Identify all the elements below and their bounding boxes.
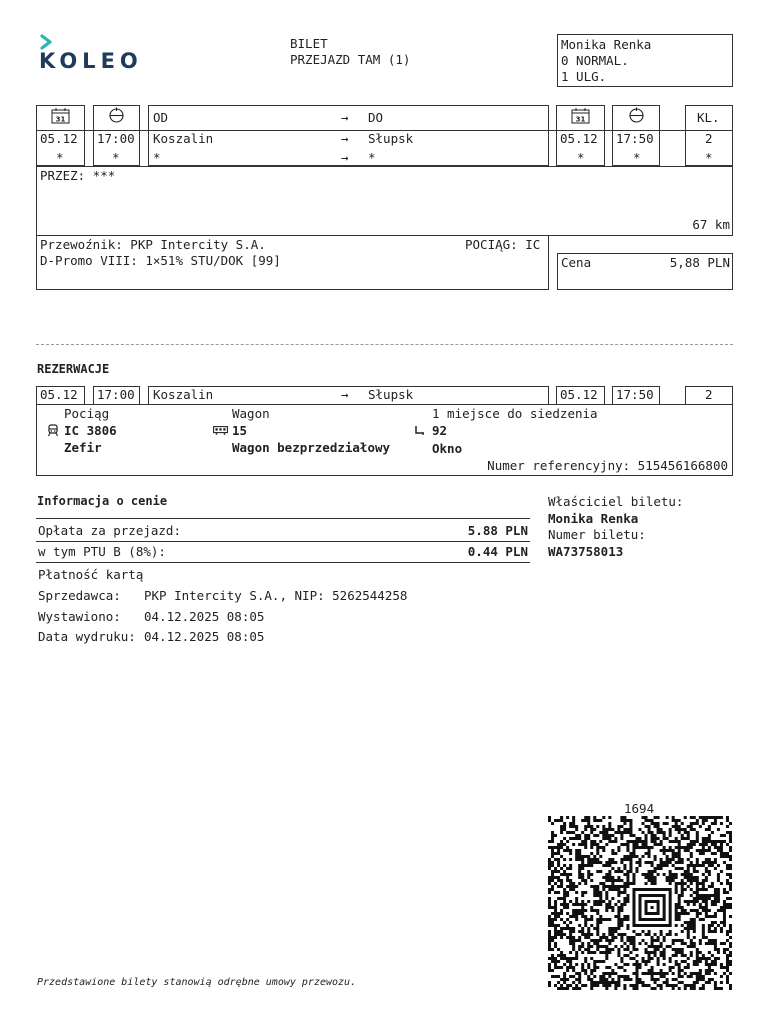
seat-icon — [414, 425, 426, 436]
star: * — [633, 150, 641, 165]
wagon-label: Wagon — [232, 406, 270, 421]
fare-label: Opłata za przejazd: — [38, 523, 181, 538]
class-label: KL. — [697, 110, 720, 125]
fare-value: 5.88 PLN — [467, 523, 528, 538]
discount: D-Promo VIII: 1×51% STU/DOK [99] — [40, 253, 281, 268]
res-arr-date: 05.12 — [560, 387, 598, 402]
train-name: Zefir — [64, 440, 102, 455]
clock-icon — [628, 107, 645, 124]
tariff-normal: 0 NORMAL. — [561, 53, 629, 68]
vat-value: 0.44 PLN — [467, 544, 528, 559]
res-dep-date: 05.12 — [40, 387, 78, 402]
seller-value: PKP Intercity S.A., NIP: 5262544258 — [144, 588, 408, 603]
via-label: PRZEZ: *** — [40, 168, 116, 183]
res-to-station: Słupsk — [368, 387, 414, 402]
train-type: POCIĄG: IC — [465, 237, 541, 252]
arr-date: 05.12 — [560, 131, 598, 146]
price-info-title: Informacja o cenie — [37, 494, 168, 508]
ticket-number: WA73758013 — [548, 544, 624, 559]
to-station: Słupsk — [368, 131, 414, 146]
wagon-number: 15 — [232, 423, 248, 438]
cut-line — [36, 344, 733, 345]
wagon-type: Wagon bezprzedziałowy — [232, 440, 391, 455]
passenger-name: Monika Renka — [561, 37, 652, 52]
barcode-modules — [548, 816, 732, 990]
res-arr-time: 17:50 — [616, 387, 654, 402]
seat-number: 92 — [432, 423, 448, 438]
ticket-number-label: Numer biletu: — [548, 527, 646, 542]
svg-text:31: 31 — [575, 115, 586, 124]
res-class-value: 2 — [705, 387, 713, 402]
aztec-barcode — [548, 816, 732, 990]
star: * — [112, 150, 120, 165]
doc-subtitle: PRZEJAZD TAM (1) — [290, 52, 411, 67]
calendar-icon — [51, 107, 70, 124]
doc-title: BILET — [290, 36, 328, 51]
distance: 67 km — [692, 217, 730, 232]
dep-time: 17:00 — [97, 131, 135, 146]
owner-label: Właściciel biletu: — [548, 494, 684, 509]
reservations-title: REZERWACJE — [37, 362, 110, 376]
via-box — [36, 166, 733, 236]
koleo-logo — [38, 34, 148, 74]
arrow-icon: → — [341, 150, 349, 165]
train-label: Pociąg — [64, 406, 110, 421]
price-label: Cena — [561, 255, 592, 270]
class-value: 2 — [705, 131, 713, 146]
vat-label: w tym PTU B (8%): — [38, 544, 166, 559]
carrier: Przewoźnik: PKP Intercity S.A. — [40, 237, 266, 252]
arrow-icon: → — [341, 387, 349, 402]
seller-label: Sprzedawca: — [38, 588, 121, 603]
issued-label: Wystawiono: — [38, 609, 121, 624]
seat-label: 1 miejsce do siedzenia — [432, 406, 598, 421]
footer-note: Przedstawione bilety stanowią odrębne umowy przewozu. — [37, 977, 357, 988]
clock-icon — [108, 107, 125, 124]
printed-label: Data wydruku: — [38, 629, 136, 644]
train-number: IC 3806 — [64, 423, 117, 438]
tariff-reduced: 1 ULG. — [561, 69, 607, 84]
reference-number: Numer referencyjny: 515456166800 — [487, 458, 728, 473]
payment-method: Płatność kartą — [38, 567, 144, 582]
star: * — [56, 150, 64, 165]
arrow-icon: → — [341, 110, 349, 125]
calendar-icon — [571, 107, 590, 124]
col-from-label: OD — [153, 110, 169, 125]
res-dep-time: 17:00 — [97, 387, 135, 402]
owner-name: Monika Renka — [548, 511, 639, 526]
from-station: Koszalin — [153, 131, 214, 146]
barcode-number: 1694 — [624, 801, 655, 816]
price-value: 5,88 PLN — [669, 255, 730, 270]
arrow-icon: → — [341, 131, 349, 146]
star: * — [577, 150, 585, 165]
star: * — [153, 150, 161, 165]
seat-type: Okno — [432, 441, 463, 456]
arr-time: 17:50 — [616, 131, 654, 146]
printed-value: 04.12.2025 08:05 — [144, 629, 265, 644]
dep-date: 05.12 — [40, 131, 78, 146]
res-from-station: Koszalin — [153, 387, 214, 402]
svg-text:KOLEO: KOLEO — [39, 49, 143, 73]
star: * — [368, 150, 376, 165]
col-to-label: DO — [368, 110, 384, 125]
wagon-icon — [213, 426, 228, 435]
star: * — [705, 150, 713, 165]
svg-text:31: 31 — [55, 115, 66, 124]
issued-value: 04.12.2025 08:05 — [144, 609, 265, 624]
train-icon — [47, 424, 59, 437]
